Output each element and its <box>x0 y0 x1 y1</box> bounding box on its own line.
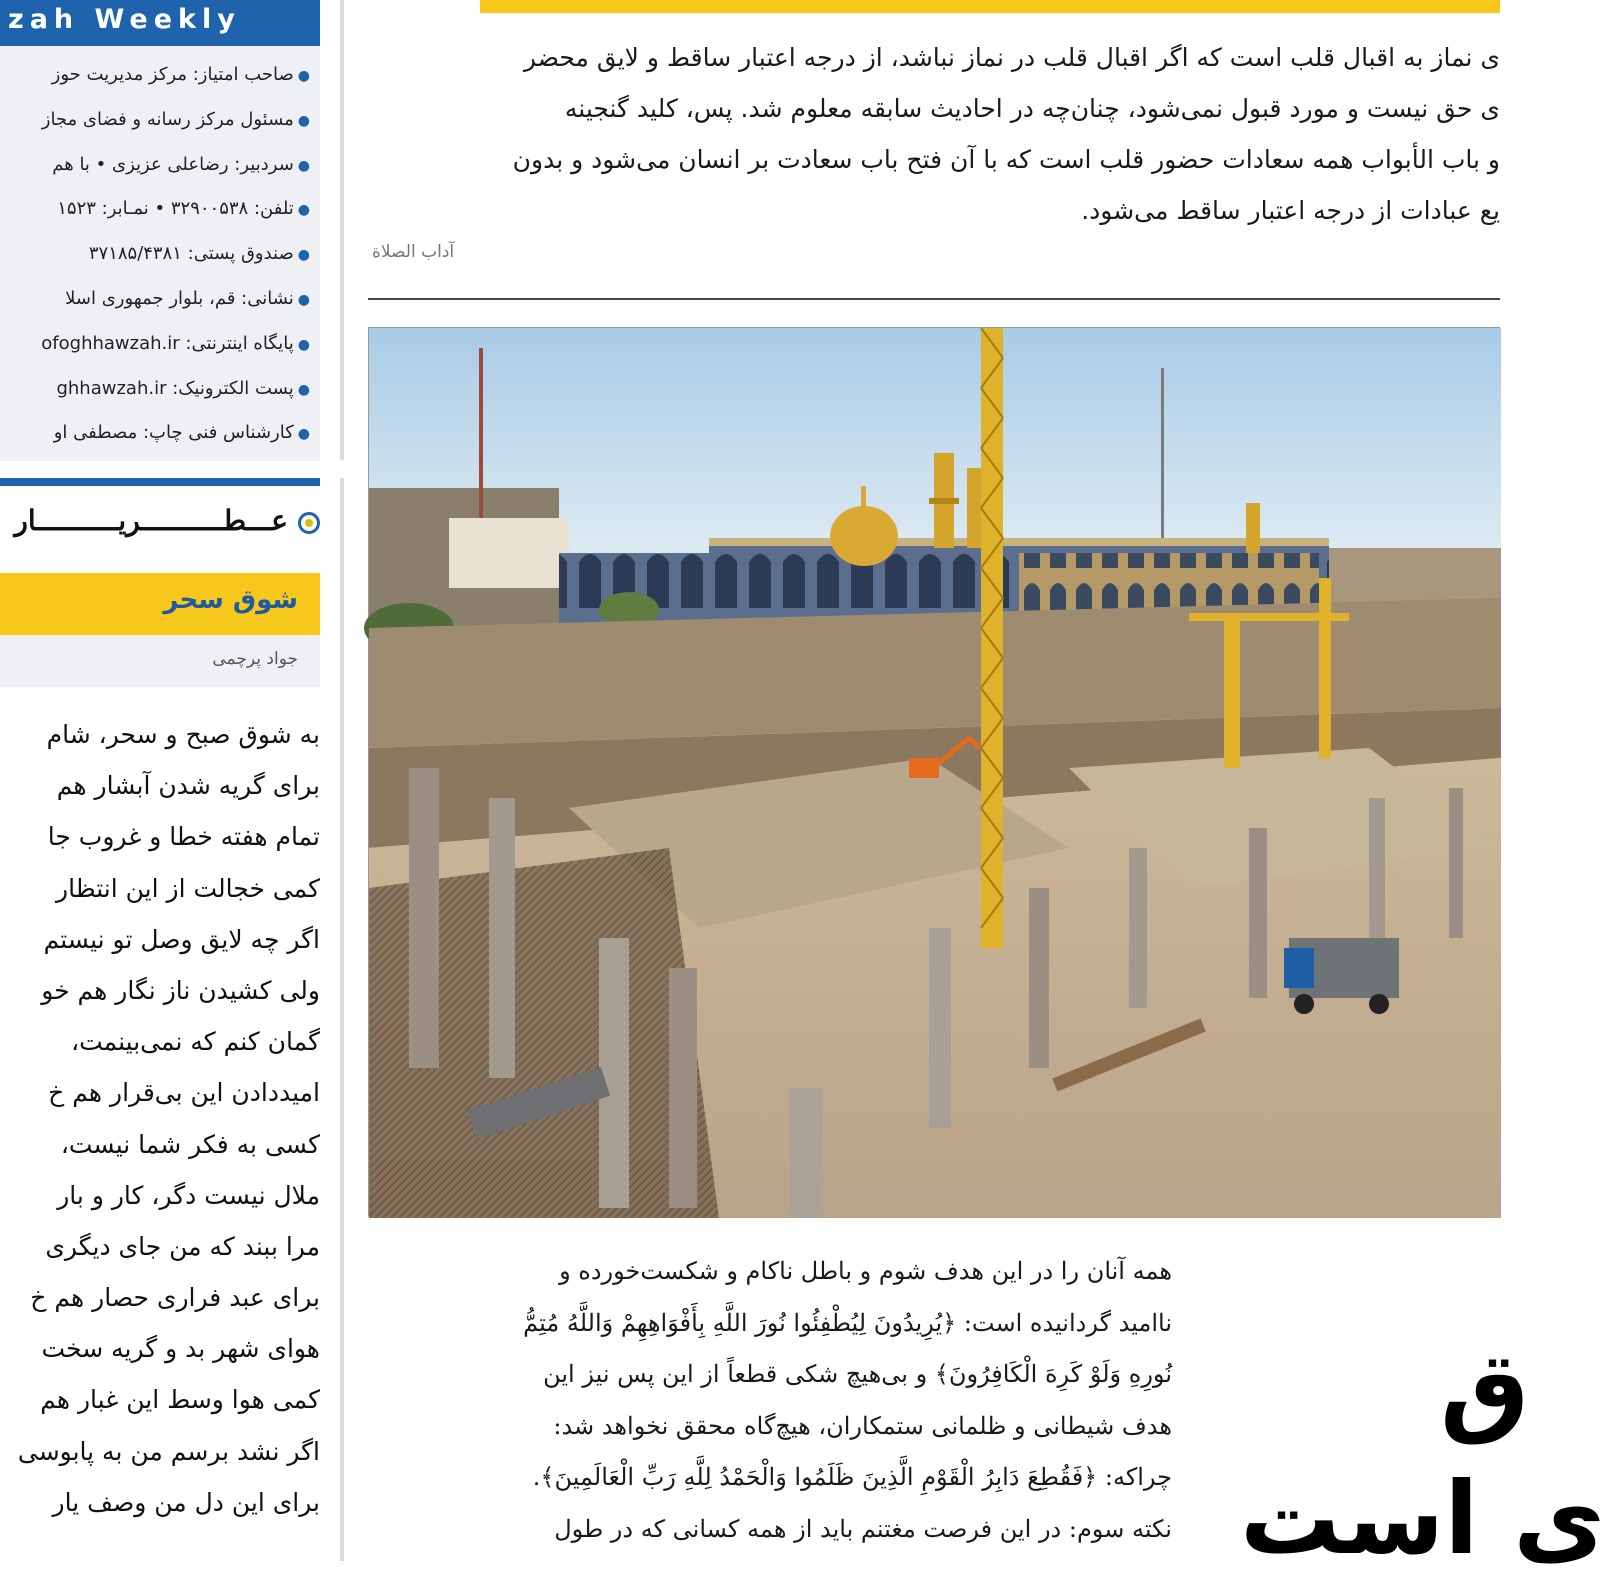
bullet-icon: ● <box>297 202 310 219</box>
poem-line: کمی هوا وسط این غبار هم <box>40 1385 320 1415</box>
poem-line: کمی خجالت از این انتظار <box>56 873 320 903</box>
headline-fragment: ی است <box>1240 1460 1605 1577</box>
poem-line: هوای شهر بد و گریه سخت <box>41 1334 320 1364</box>
sidebar-column <box>0 0 322 1561</box>
quote-line: و باب الأبواب همه سعادات حضور قلب است که با آن فتح باب سعادت بر انسان می‌شود و بدون <box>512 145 1500 174</box>
poem-body <box>18 712 320 1531</box>
article-body <box>372 1248 1172 1557</box>
bullet-icon: ● <box>297 247 310 264</box>
info-item: ●کارشناس فنی چاپ: مصطفی او <box>53 422 310 444</box>
info-item: ●نشانی: قم، بلوار جمهوری اسلا <box>65 287 310 309</box>
article-line: هدف شیطانی و ظلمانی ستمکاران، هیچ‌گاه محقق نخواهد شد: <box>553 1411 1172 1440</box>
section-rule <box>0 478 320 486</box>
column-divider <box>340 0 344 1561</box>
info-item: ●پست الکترونیک: ghhawzah.ir <box>56 377 310 399</box>
bullet-icon: ● <box>297 157 310 174</box>
target-icon <box>298 512 320 534</box>
bullet-icon: ● <box>297 291 310 308</box>
info-item: ●سردبیر: رضاعلی عزیزی • با هم <box>52 153 310 175</box>
poem-line: تمام هفته خطا و غروب جا <box>47 822 320 852</box>
headline-fragment: ق <box>1440 1330 1530 1447</box>
poem-title-banner <box>0 573 320 635</box>
poet-name: جواد پرچمی <box>212 649 298 669</box>
bullet-icon: ● <box>297 336 310 353</box>
poem-line: امیددادن این بی‌قرار هم خ <box>48 1078 320 1108</box>
info-item: ●صندوق پستی: ۳۷۱۸۵/۴۳۸۱ <box>88 243 310 265</box>
masthead-banner <box>0 0 320 46</box>
poem-line: گمان کنم که نمی‌بینمت، <box>71 1027 320 1057</box>
poem-line: ملال نیست دگر، کار و بار <box>57 1180 320 1210</box>
quote-line: ی نماز به اقبال قلب است که اگر اقبال قلب در نماز نباشد، از درجه اعتبار ساقط و لایق محضر <box>523 43 1500 72</box>
publication-info-list <box>41 56 310 459</box>
poem-line: مرا ببند که من جای دیگری <box>45 1231 320 1261</box>
article-line: چراکه: ﴿فَقُطِعَ دَابِرُ الْقَوْمِ الَّذِینَ ظَلَمُوا وَالْحَمْدُ لِلَّهِ رَبِّ الْعَالَمِینَ﴾. <box>532 1463 1172 1491</box>
publication-info-box <box>0 46 320 461</box>
info-item: ●پایگاه اینترنتی: ofoghhawzah.ir <box>41 332 310 354</box>
poem-line: اگر چه لایق وصل تو نیستم <box>43 924 320 954</box>
poem-line: به شوق صبح و سحر، شام <box>46 720 320 749</box>
article-line: نُورِهِ وَلَوْ كَرِهَ الْكَافِرُونَ﴾ و بی‌هیچ شکی قطعاً از این پس نیز این <box>543 1360 1172 1388</box>
construction-site-photo <box>368 327 1500 1217</box>
article-line: نکته سوم: در این فرصت مغتنم باید از همه کسانی که در طول <box>554 1514 1172 1543</box>
top-highlight-bar <box>480 0 1500 13</box>
poem-line: برای گریه شدن آبشار هم <box>56 771 320 801</box>
quote-line: ی حق نیست و مورد قبول نمی‌شود، چنان‌چه در احادیث سابقه معلوم شد. پس، کلید گنجینه <box>564 94 1500 123</box>
bullet-icon: ● <box>297 381 310 398</box>
article-line: همه آنان را در این هدف شوم و باطل ناکام و شکست‌خورده و <box>559 1257 1172 1285</box>
poem-line: ولی کشیدن ناز نگار هم خو <box>41 975 320 1005</box>
masthead-text: zah Weekly <box>8 4 241 35</box>
info-item: ●مسئول مرکز رسانه و فضای مجاز <box>41 108 310 130</box>
photo-illustration <box>369 328 1501 1218</box>
poem-line: اگر نشد برسم من به پابوسی <box>17 1436 320 1466</box>
poem-line: برای این دل من وصف یار <box>52 1487 320 1517</box>
info-item: ●صاحب امتیاز: مرکز مدیریت حوز <box>51 64 310 85</box>
poem-line: برای عبد فراری حصار هم خ <box>30 1283 320 1313</box>
poem-title: شوق سحر <box>163 585 298 615</box>
section-divider <box>368 298 1500 300</box>
quote-body <box>370 36 1500 240</box>
article-line: ناامید گردانیده است: ﴿یُرِیدُونَ لِیُطْفِئُوا نُورَ اللَّهِ بِأَفْوَاهِهِمْ وَاللَّهُ مُتِمُّ <box>523 1308 1172 1337</box>
quote-line: یع عبادات از درجه اعتبار ساقط می‌شود. <box>1081 196 1500 225</box>
poem-line: کسی به فکر شما نیست، <box>60 1129 320 1159</box>
info-item: ●تلفن: ۳۲۹۰۰۵۳۸ • نمـابر: ۱۵۲۳ <box>57 198 310 220</box>
bullet-icon: ● <box>297 112 310 129</box>
column-divider-gap <box>340 460 344 478</box>
section-title: عـــطــــــــــریــــــــــار <box>14 504 320 537</box>
bullet-icon: ● <box>297 68 310 84</box>
quote-source: آداب الصلاة <box>372 242 455 262</box>
poet-box <box>0 635 320 687</box>
bullet-icon: ● <box>297 426 310 443</box>
